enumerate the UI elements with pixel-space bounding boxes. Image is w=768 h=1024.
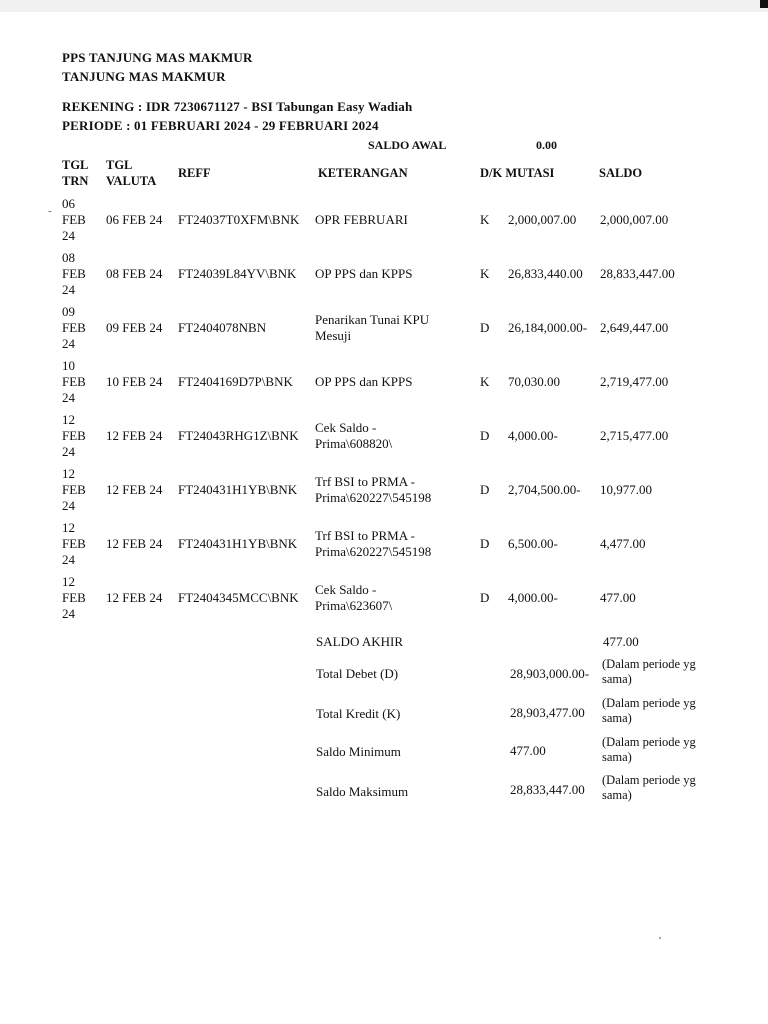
row-reff: FT2404345MCC\BNK bbox=[178, 590, 299, 605]
scan-speck bbox=[659, 937, 661, 939]
saldo-maksimum-value: 28,833,447.00 bbox=[510, 782, 585, 797]
saldo-minimum-label: Saldo Minimum bbox=[316, 744, 401, 759]
row-reff: FT2404078NBN bbox=[178, 320, 267, 335]
row-mutasi: 2,704,500.00- bbox=[508, 482, 581, 497]
row-keterangan: OPR FEBRUARI bbox=[315, 212, 408, 227]
col-head-keterangan: KETERANGAN bbox=[318, 166, 408, 180]
row-keterangan: Trf BSI to PRMA - Prima\620227\545198 bbox=[315, 528, 432, 559]
row-tgl-trn: 09 FEB 24 bbox=[62, 304, 86, 351]
row-saldo: 2,000,007.00 bbox=[600, 212, 669, 227]
row-saldo: 2,715,477.00 bbox=[600, 428, 669, 443]
row-keterangan: OP PPS dan KPPS bbox=[315, 266, 413, 281]
row-dk: D bbox=[480, 536, 490, 551]
row-mutasi: 6,500.00- bbox=[508, 536, 558, 551]
total-kredit-note: (Dalam periode yg sama) bbox=[602, 696, 696, 725]
total-kredit-label: Total Kredit (K) bbox=[316, 706, 401, 721]
row-saldo: 10,977.00 bbox=[600, 482, 652, 497]
row-saldo: 28,833,447.00 bbox=[600, 266, 675, 281]
saldo-maksimum-label: Saldo Maksimum bbox=[316, 784, 409, 799]
row-dk: D bbox=[480, 428, 490, 443]
total-debet-value: 28,903,000.00- bbox=[510, 666, 590, 681]
row-tgl-valuta: 12 FEB 24 bbox=[106, 590, 163, 605]
col-head-tgl-valuta: TGL VALUTA bbox=[106, 158, 157, 188]
row-dk: K bbox=[480, 266, 490, 281]
account-holder-name-2: TANJUNG MAS MAKMUR bbox=[62, 69, 226, 84]
saldo-minimum-note: (Dalam periode yg sama) bbox=[602, 735, 696, 764]
periode-line: PERIODE : 01 FEBRUARI 2024 - 29 FEBRUARI 2024 bbox=[62, 118, 379, 133]
row-dk: D bbox=[480, 320, 490, 335]
row-saldo: 2,649,447.00 bbox=[600, 320, 669, 335]
row-mutasi: 26,833,440.00 bbox=[508, 266, 583, 281]
col-head-tgl-trn: TGL TRN bbox=[62, 158, 89, 188]
col-head-dk-mutasi: D/K MUTASI bbox=[480, 166, 555, 180]
col-head-saldo: SALDO bbox=[599, 166, 643, 180]
row-tgl-valuta: 12 FEB 24 bbox=[106, 536, 163, 551]
row-reff: FT24037T0XFM\BNK bbox=[178, 212, 300, 227]
row-dk: D bbox=[480, 482, 490, 497]
col-head-reff: REFF bbox=[178, 166, 211, 180]
saldo-akhir-value: 477.00 bbox=[603, 634, 639, 649]
row-saldo: 477.00 bbox=[600, 590, 636, 605]
account-holder-name: PPS TANJUNG MAS MAKMUR bbox=[62, 50, 253, 65]
row-keterangan: Cek Saldo - Prima\608820\ bbox=[315, 420, 393, 451]
row-keterangan: Cek Saldo - Prima\623607\ bbox=[315, 582, 393, 613]
saldo-akhir-label: SALDO AKHIR bbox=[316, 634, 404, 649]
saldo-minimum-value: 477.00 bbox=[510, 743, 546, 758]
row-reff: FT240431H1YB\BNK bbox=[178, 482, 298, 497]
scan-dash-mark: - bbox=[48, 205, 52, 217]
total-debet-label: Total Debet (D) bbox=[316, 666, 399, 681]
row-tgl-valuta: 12 FEB 24 bbox=[106, 482, 163, 497]
row-tgl-trn: 12 FEB 24 bbox=[62, 412, 86, 459]
row-saldo: 4,477.00 bbox=[600, 536, 646, 551]
row-tgl-valuta: 08 FEB 24 bbox=[106, 266, 163, 281]
row-mutasi: 70,030.00 bbox=[508, 374, 560, 389]
row-tgl-valuta: 06 FEB 24 bbox=[106, 212, 163, 227]
row-tgl-trn: 12 FEB 24 bbox=[62, 466, 86, 513]
row-tgl-trn: 08 FEB 24 bbox=[62, 250, 86, 297]
row-saldo: 2,719,477.00 bbox=[600, 374, 669, 389]
row-reff: FT24039L84YV\BNK bbox=[178, 266, 297, 281]
row-reff: FT24043RHG1Z\BNK bbox=[178, 428, 299, 443]
row-tgl-trn: 06 FEB 24 bbox=[62, 196, 86, 243]
saldo-awal-label: SALDO AWAL bbox=[368, 138, 447, 152]
total-debet-note: (Dalam periode yg sama) bbox=[602, 657, 696, 686]
row-dk: K bbox=[480, 212, 490, 227]
row-dk: D bbox=[480, 590, 490, 605]
row-tgl-trn: 10 FEB 24 bbox=[62, 358, 86, 405]
row-keterangan: Penarikan Tunai KPU Mesuji bbox=[315, 312, 430, 343]
row-mutasi: 4,000.00- bbox=[508, 590, 558, 605]
row-tgl-trn: 12 FEB 24 bbox=[62, 574, 86, 621]
row-tgl-valuta: 09 FEB 24 bbox=[106, 320, 163, 335]
saldo-awal-value: 0.00 bbox=[536, 138, 557, 152]
row-tgl-valuta: 10 FEB 24 bbox=[106, 374, 163, 389]
row-reff: FT2404169D7P\BNK bbox=[178, 374, 293, 389]
row-mutasi: 2,000,007.00 bbox=[508, 212, 577, 227]
row-tgl-valuta: 12 FEB 24 bbox=[106, 428, 163, 443]
row-keterangan: Trf BSI to PRMA - Prima\620227\545198 bbox=[315, 474, 432, 505]
total-kredit-value: 28,903,477.00 bbox=[510, 705, 585, 720]
row-reff: FT240431H1YB\BNK bbox=[178, 536, 298, 551]
row-tgl-trn: 12 FEB 24 bbox=[62, 520, 86, 567]
rekening-line: REKENING : IDR 7230671127 - BSI Tabungan Easy Wadiah bbox=[62, 99, 413, 114]
row-dk: K bbox=[480, 374, 490, 389]
row-mutasi: 26,184,000.00- bbox=[508, 320, 588, 335]
row-mutasi: 4,000.00- bbox=[508, 428, 558, 443]
saldo-maksimum-note: (Dalam periode yg sama) bbox=[602, 773, 696, 802]
row-keterangan: OP PPS dan KPPS bbox=[315, 374, 413, 389]
